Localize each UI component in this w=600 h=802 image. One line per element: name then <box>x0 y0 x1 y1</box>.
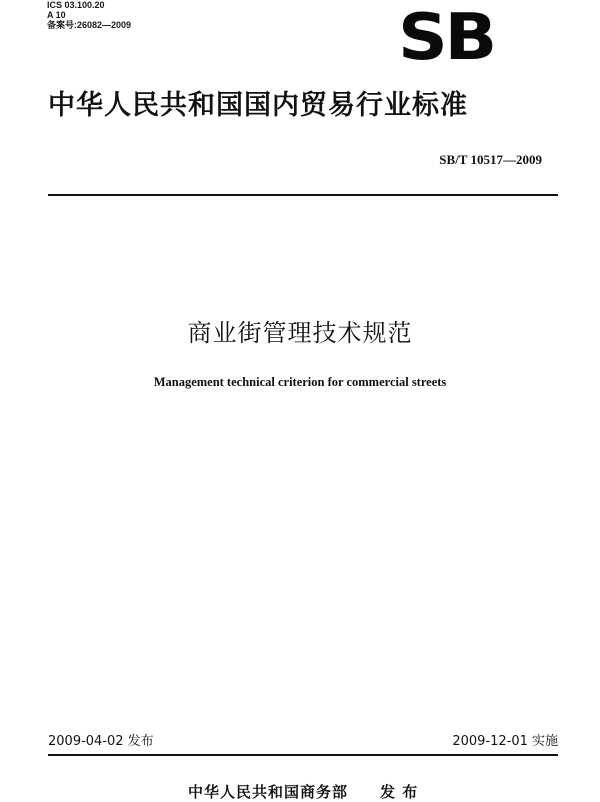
ics-code: ICS 03.100.20 <box>47 0 105 10</box>
issue-date: 2009-04-02 发布 <box>48 734 154 749</box>
metadata-block <box>47 0 131 30</box>
implementation-date: 2009-12-01 实施 <box>452 734 558 749</box>
issuer-name: 中华人民共和国商务部 <box>188 783 349 801</box>
document-title-english: Management technical criterion for commercial streets <box>153 375 447 389</box>
sb-logo: SB <box>398 1 494 75</box>
classification-code: A 10 <box>47 10 66 20</box>
issuer-action: 发 布 <box>380 783 419 801</box>
document-title-chinese: 商业街管理技术规范 <box>187 319 413 347</box>
issuer-line <box>188 782 418 802</box>
bottom-divider <box>48 754 558 756</box>
standard-code: SB/T 10517—2009 <box>439 152 542 167</box>
top-divider <box>48 194 558 196</box>
organization-title: 中华人民共和国国内贸易行业标准 <box>48 90 468 121</box>
record-number: 备案号:26082—2009 <box>47 20 132 30</box>
